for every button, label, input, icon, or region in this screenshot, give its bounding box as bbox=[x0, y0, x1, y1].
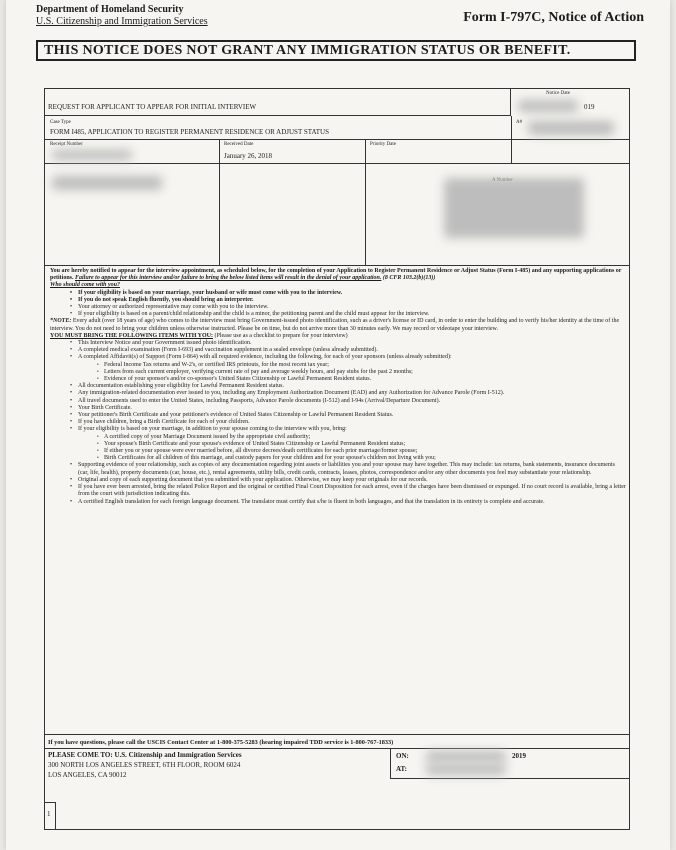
must-bring-heading: YOU MUST BRING THE FOLLOWING ITEMS WITH YOU: bbox=[50, 332, 213, 339]
notice-date-value: 019 bbox=[584, 103, 595, 111]
must-bring-note: (Please use as a checklist to prepare for your interview) bbox=[214, 332, 348, 339]
subagency-name: U.S. Citizenship and Immigration Services bbox=[36, 16, 208, 27]
support-item: • Federal Income Tax returns and W-2's, or certified IRS printouts, for the most recent tax year; bbox=[104, 362, 626, 369]
checklist-item: • A completed medical examination (Form I-693) and vaccination supplement in a sealed envelope (unless already submitted). bbox=[78, 347, 626, 354]
received-date-value: January 26, 2018 bbox=[224, 152, 273, 160]
redacted-a-number bbox=[528, 121, 614, 135]
case-type-value: FORM I485, APPLICATION TO REGISTER PERMANENT RESIDENCE OR ADJUST STATUS bbox=[50, 128, 329, 136]
checklist bbox=[50, 340, 626, 506]
support-sublist bbox=[78, 362, 626, 384]
intro-cfr: (8 CFR 103.2(b)(13)) bbox=[382, 275, 436, 282]
redacted-appointment-time bbox=[426, 764, 506, 775]
agency-header bbox=[36, 4, 208, 28]
checklist-item-text: If your eligibility is based on your marriage, in addition to your spouse coming to the interview with you, bring: bbox=[78, 426, 347, 433]
address-line-1: 300 NORTH LOS ANGELES STREET, 6TH FLOOR, ROOM 6024 bbox=[48, 761, 241, 769]
marriage-item: • A certified copy of your Marriage Document issued by the appropriate civil authority; bbox=[104, 434, 626, 441]
contact-center-line: If you have questions, please call the USCIS Contact Center at 1-800-375-5283 (hearing impaired TDD service is 1-800-767-1833) bbox=[48, 739, 394, 746]
checklist-item: • Any immigration-related documentation ever issued to you, including any Employment Authorization Document (EAD) and any Authorization for Advance Parole (Form I-512). bbox=[78, 390, 626, 397]
request-type-value: REQUEST FOR APPLICANT TO APPEAR FOR INITIAL INTERVIEW bbox=[48, 103, 257, 111]
intro-paragraph bbox=[50, 268, 626, 282]
support-item: • Letters from each current employer, verifying current rate of pay and average weekly hours, and pay stubs for the past 2 months; bbox=[104, 369, 626, 376]
checklist-item bbox=[78, 426, 626, 462]
checklist-item: • Supporting evidence of your relationship, such as copies of any documentation regarding joint assets or liabilities you and your spouse may have together. This may include: tax returns, bank statements, insurance documents (car, life, health), property documents (car, house, etc.), rental agreements, utility bills, credit cards, contracts, leases, photos, correspondence and/or any other documents you feel may substantiate your relationship. bbox=[78, 462, 626, 476]
receipt-row bbox=[44, 140, 630, 164]
checklist-item bbox=[78, 354, 626, 383]
note-label: *NOTE: bbox=[50, 318, 72, 325]
receipt-number-label: Receipt Number bbox=[50, 142, 83, 147]
checklist-item: • Original and copy of each supporting document that you submitted with your application. Otherwise, we may keep your originals for our records. bbox=[78, 477, 626, 484]
redacted-applicant-name bbox=[52, 176, 162, 190]
checklist-item-text: A completed Affidavit(s) of Support (Form I-864) with all required evidence, including the following, for each of your sponsors (unless already submitted): bbox=[78, 354, 452, 361]
redacted-applicant-address bbox=[444, 178, 584, 238]
a-number-label: A# bbox=[516, 120, 523, 125]
who-list bbox=[50, 290, 626, 319]
intro-text: You are hereby notified to appear for the interview appointment, as scheduled below, for the completion of your Application to Register Permanent Residence or Adjust Status (Form I-485) and any supporting applications or petitions. bbox=[50, 268, 622, 282]
appointment-on-label: ON: bbox=[396, 752, 409, 760]
checklist-item: • Your petitioner's Birth Certificate and your petitioner's evidence of United States Citizenship or Lawful Permanent Resident Status. bbox=[78, 412, 626, 419]
checklist-item: • If you have children, bring a Birth Certificate for each of your children. bbox=[78, 419, 626, 426]
marriage-item: • If either you or your spouse were ever married before, all divorce decrees/death certificates for each prior marriage/former spouse; bbox=[104, 448, 626, 455]
agency-name: Department of Homeland Security bbox=[36, 4, 184, 15]
cell-divider bbox=[365, 140, 366, 266]
address-line-2: LOS ANGELES, CA 90012 bbox=[48, 771, 127, 779]
who-item: • If your eligibility is based on your marriage, your husband or wife must come with you to the interview. bbox=[78, 290, 626, 297]
received-date-label: Received Date bbox=[224, 142, 254, 147]
come-to-line: PLEASE COME TO: U.S. Citizenship and Immigration Services bbox=[48, 751, 242, 759]
priority-date-label: Priority Date bbox=[370, 142, 396, 147]
notice-date-label: Notice Date bbox=[546, 91, 571, 96]
note-text: Every adult (over 18 years of age) who comes to the interview must bring Government-issued photo identification, such as a driver's license or ID card, in order to enter the building and to verify his/her identity at the time of the interview. You do not need to bring your children unless otherwise instructed. Please be on time, but do not arrive more than 30 minutes early. We may record or videotape your interview. bbox=[50, 318, 620, 332]
appointment-on-value: 2019 bbox=[512, 752, 526, 760]
cell-divider bbox=[390, 748, 391, 778]
form-title: Form I-797C, Notice of Action bbox=[463, 10, 644, 25]
marriage-item: • Your spouse's Birth Certificate and your spouse's evidence of United States Citizenship or Lawful Permanent Resident status; bbox=[104, 441, 626, 448]
footer-divider bbox=[44, 748, 630, 749]
redacted-notice-date bbox=[518, 100, 578, 112]
cell-divider bbox=[511, 116, 512, 140]
checklist-item: • All documentation establishing your eligibility for Lawful Permanent Resident status. bbox=[78, 383, 626, 390]
cell-divider bbox=[219, 140, 220, 266]
status-banner: THIS NOTICE DOES NOT GRANT ANY IMMIGRATION STATUS OR BENEFIT. bbox=[36, 40, 636, 61]
page-number: 1 bbox=[47, 810, 51, 818]
who-item: • Your attorney or authorized representative may come with you to the interview. bbox=[78, 304, 626, 311]
redacted-appointment-date bbox=[426, 751, 506, 762]
intro-failure: Failure to appear for this interview and/or failure to bring the below listed items will result in the denial of your application. bbox=[75, 275, 382, 282]
checklist-item: • All travel documents used to enter the United States, including Passports, Advance Parole documents (I-512) and I-94s (Arrival/Departure Document). bbox=[78, 398, 626, 405]
who-heading: Who should come with you? bbox=[50, 282, 121, 289]
notice-page bbox=[6, 0, 670, 850]
request-type-cell bbox=[44, 88, 511, 116]
checklist-item: • A certified English translation for each foreign language document. The translator must certify that s/he is fluent in both languages, and that the translation in its entirety is complete and accurate. bbox=[78, 499, 626, 506]
cell-divider bbox=[390, 778, 630, 779]
case-type-label: Case Type bbox=[50, 120, 71, 125]
support-item: • Evidence of your sponsor's and/or co-sponsor's United States Citizenship or Lawful Permanent Resident status. bbox=[104, 376, 626, 383]
appointment-at-label: AT: bbox=[396, 765, 408, 773]
checklist-item: • Your Birth Certificate. bbox=[78, 405, 626, 412]
who-item: • If you do not speak English fluently, you should bring an interpreter. bbox=[78, 297, 626, 304]
cell-divider bbox=[511, 140, 512, 164]
notice-body bbox=[50, 268, 626, 506]
redacted-receipt-number bbox=[52, 150, 132, 160]
checklist-item: • If you have ever been arrested, bring the related Police Report and the original or certified Final Court Disposition for each arrest, even if the charges have been dismissed or expunged. If no court record is available, bring a letter from the court with jurisdiction indicating this. bbox=[78, 484, 626, 498]
checklist-item: • This Interview Notice and your Government issued photo identification. bbox=[78, 340, 626, 347]
marriage-item: • Birth Certificates for all children of this marriage, and custody papers for your children and for your spouse's children not living with you; bbox=[104, 455, 626, 462]
must-bring-paragraph bbox=[50, 333, 626, 340]
who-item: • If your eligibility is based on a parent/child relationship and the child is a minor, the petitioning parent and the child must appear for the interview. bbox=[78, 311, 626, 318]
marriage-sublist bbox=[78, 434, 626, 463]
note-paragraph bbox=[50, 318, 626, 332]
